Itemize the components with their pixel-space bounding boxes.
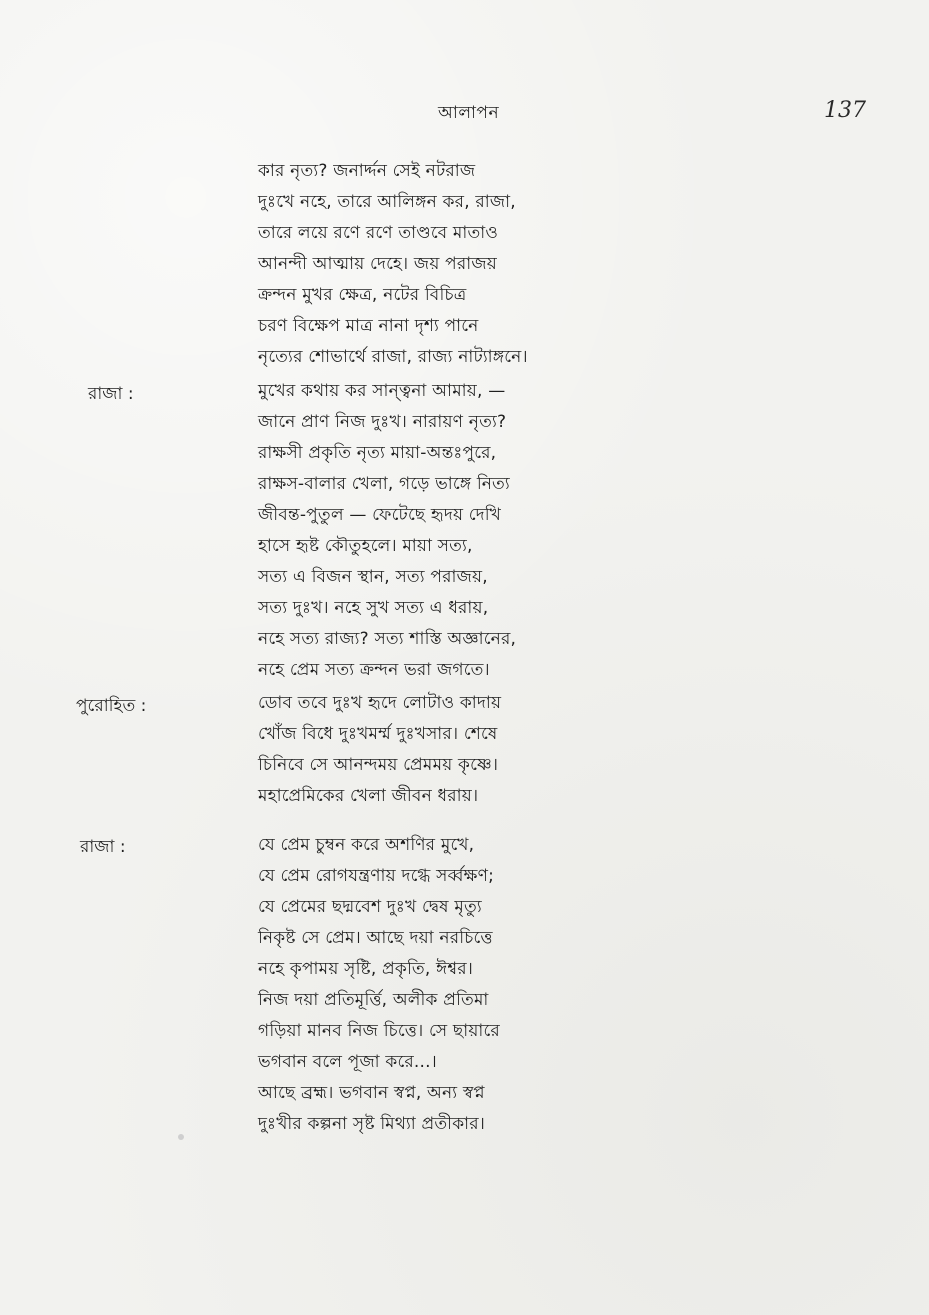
verse-lines (258, 376, 516, 686)
verse-line: যে প্রেমের ছদ্মবেশ দুঃখ দ্বেষ মৃত্যু (258, 897, 482, 917)
verse-line: ডোব তবে দুঃখ হৃদে লোটাও কাদায় (258, 693, 502, 713)
verse-line: জীবন্ত-পুতুল — ফেটেছে হৃদয় দেখি (258, 505, 502, 525)
verse-line: চিনিবে সে আনন্দময় প্রেমময় কৃষ্ণে। (258, 755, 499, 775)
speaker-label: রাজা : (80, 837, 126, 857)
verse-line: তারে লয়ে রণে রণে তাণ্ডবে মাতাও (258, 223, 499, 243)
verse-line: খোঁজ বিধে দুঃখমর্ম্ম দুঃখসার। শেষে (258, 724, 498, 744)
verse-line: গড়িয়া মানব নিজ চিত্তে। সে ছায়ারে (258, 1021, 500, 1041)
verse-line: যে প্রেম রোগযন্ত্রণায় দগ্ধে সর্ব্বক্ষণ; (258, 866, 495, 886)
running-header-title: আলাপন (438, 103, 500, 123)
verse-line: নহে কৃপাময় সৃষ্টি, প্রকৃতি, ঈশ্বর। (258, 959, 474, 979)
paper-speck (178, 1134, 184, 1140)
page-number: 137 (824, 98, 866, 123)
verse-line: আনন্দী আত্মায় দেহে। জয় পরাজয় (258, 254, 497, 274)
speaker-label: রাজা : (88, 384, 134, 404)
verse-line: নহে সত্য রাজ্য? সত্য শাস্তি অজ্ঞানের, (258, 629, 517, 649)
verse-line: চরণ বিক্ষেপ মাত্র নানা দৃশ্য পানে (258, 316, 479, 336)
speaker-label: পুরোহিত : (76, 696, 147, 716)
verse-line: নহে প্রেম সত্য ক্রন্দন ভরা জগতে। (258, 660, 490, 680)
verse-lines (258, 688, 501, 812)
verse-line: দুঃখীর কল্পনা সৃষ্ট মিথ্যা প্রতীকার। (258, 1114, 486, 1134)
verse-line: ভগবান বলে পূজা করে...। (258, 1052, 437, 1072)
verse-line: জানে প্রাণ নিজ দুঃখ। নারায়ণ নৃত্য? (258, 412, 507, 432)
verse-line: মহাপ্রেমিকের খেলা জীবন ধরায়। (258, 786, 479, 806)
verse-lines (258, 830, 500, 1140)
verse-line: হাসে হৃষ্ট কৌতুহলে। মায়া সত্য, (258, 536, 473, 556)
verse-line: সত্য দুঃখ। নহে সুখ সত্য এ ধরায়, (258, 598, 489, 618)
verse-line: রাক্ষসী প্রকৃতি নৃত্য মায়া-অন্তঃপুরে, (258, 443, 497, 463)
verse-line: রাক্ষস-বালার খেলা, গড়ে ভাঙ্গে নিত্য (258, 474, 510, 494)
verse-line: সত্য এ বিজন স্থান, সত্য পরাজয়, (258, 567, 488, 587)
verse-line: নিজ দয়া প্রতিমূর্ত্তি, অলীক প্রতিমা (258, 990, 489, 1010)
verse-line: কার নৃত্য? জনার্দ্দন সেই নটরাজ (258, 161, 476, 181)
verse-line: যে প্রেম চুম্বন করে অশণির মুখে, (258, 835, 475, 855)
verse-line: ক্রন্দন মুখর ক্ষেত্র, নটের বিচিত্র (258, 285, 467, 305)
verse-line: নৃত্যের শোভার্থে রাজা, রাজ্য নাট্যাঙ্গনে। (258, 347, 528, 367)
verse-line: মুখের কথায় কর সান্ত্বনা আমায়, — (258, 381, 506, 401)
verse-lines (258, 156, 528, 373)
verse-line: দুঃখে নহে, তারে আলিঙ্গন কর, রাজা, (258, 192, 516, 212)
verse-line: আছে ব্রহ্ম। ভগবান স্বপ্ন, অন্য স্বপ্ন (258, 1083, 485, 1103)
verse-line: নিকৃষ্ট সে প্রেম। আছে দয়া নরচিত্তে (258, 928, 493, 948)
